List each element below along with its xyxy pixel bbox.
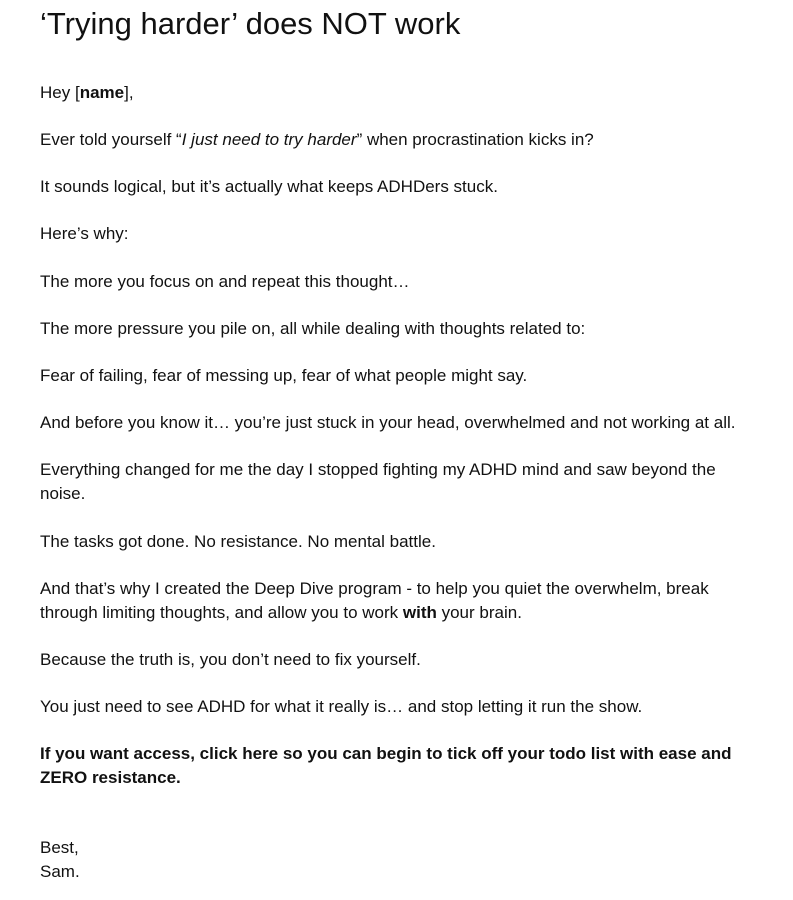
p10-line2-before: through limiting thoughts, and allow you to work [40, 602, 403, 622]
p1-after: ” when procrastination kicks in? [356, 130, 594, 149]
signoff-line2: Sam. [40, 861, 80, 881]
p10-line2-after: your brain. [436, 602, 522, 622]
paragraph-heres-why: Here’s why: [40, 224, 129, 243]
paragraph-stuck: And before you know it… you’re just stuck in your head, overwhelmed and not working at all. [40, 413, 736, 432]
p1-italic-quote: I just need to try harder [181, 130, 357, 149]
p10-bold-with: with [402, 602, 437, 622]
signoff [40, 836, 780, 883]
paragraph-try-harder [40, 128, 780, 152]
p10-line1: And that’s why I created the Deep Dive program - to help you quiet the overwhelm, break [40, 579, 709, 598]
paragraph-see-adhd: You just need to see ADHD for what it really is… and stop letting it run the show. [40, 697, 643, 716]
cta-line1[interactable]: If you want access, click here so you can begin to tick off your todo list with ease and [40, 744, 732, 763]
paragraph-more-pressure: The more pressure you pile on, all while dealing with thoughts related to: [40, 319, 586, 338]
email-subject-title: ‘Trying harder’ does NOT work [40, 6, 461, 41]
paragraph-deep-dive [40, 577, 780, 624]
paragraph-truth: Because the truth is, you don’t need to fix yourself. [40, 650, 421, 669]
p8-line2: noise. [40, 483, 86, 503]
greeting-suffix: ], [124, 83, 134, 102]
cta-line2[interactable]: ZERO resistance. [40, 767, 181, 787]
paragraph-everything-changed [40, 458, 780, 505]
greeting [40, 81, 780, 105]
paragraph-fears: Fear of failing, fear of messing up, fear of what people might say. [40, 366, 528, 385]
paragraph-more-focus: The more you focus on and repeat this thought… [40, 272, 410, 291]
cta-link[interactable] [40, 744, 732, 787]
paragraph-logical: It sounds logical, but it’s actually what keeps ADHDers stuck. [40, 177, 498, 196]
greeting-name-placeholder: name [79, 83, 125, 102]
greeting-prefix: Hey [ [40, 83, 80, 102]
p1-before: Ever told yourself “ [40, 130, 182, 149]
call-to-action[interactable] [40, 742, 780, 789]
p8-line1: Everything changed for me the day I stopped fighting my ADHD mind and saw beyond the [40, 460, 716, 479]
paragraph-tasks-done: The tasks got done. No resistance. No mental battle. [40, 532, 436, 551]
signoff-line1: Best, [40, 838, 79, 857]
